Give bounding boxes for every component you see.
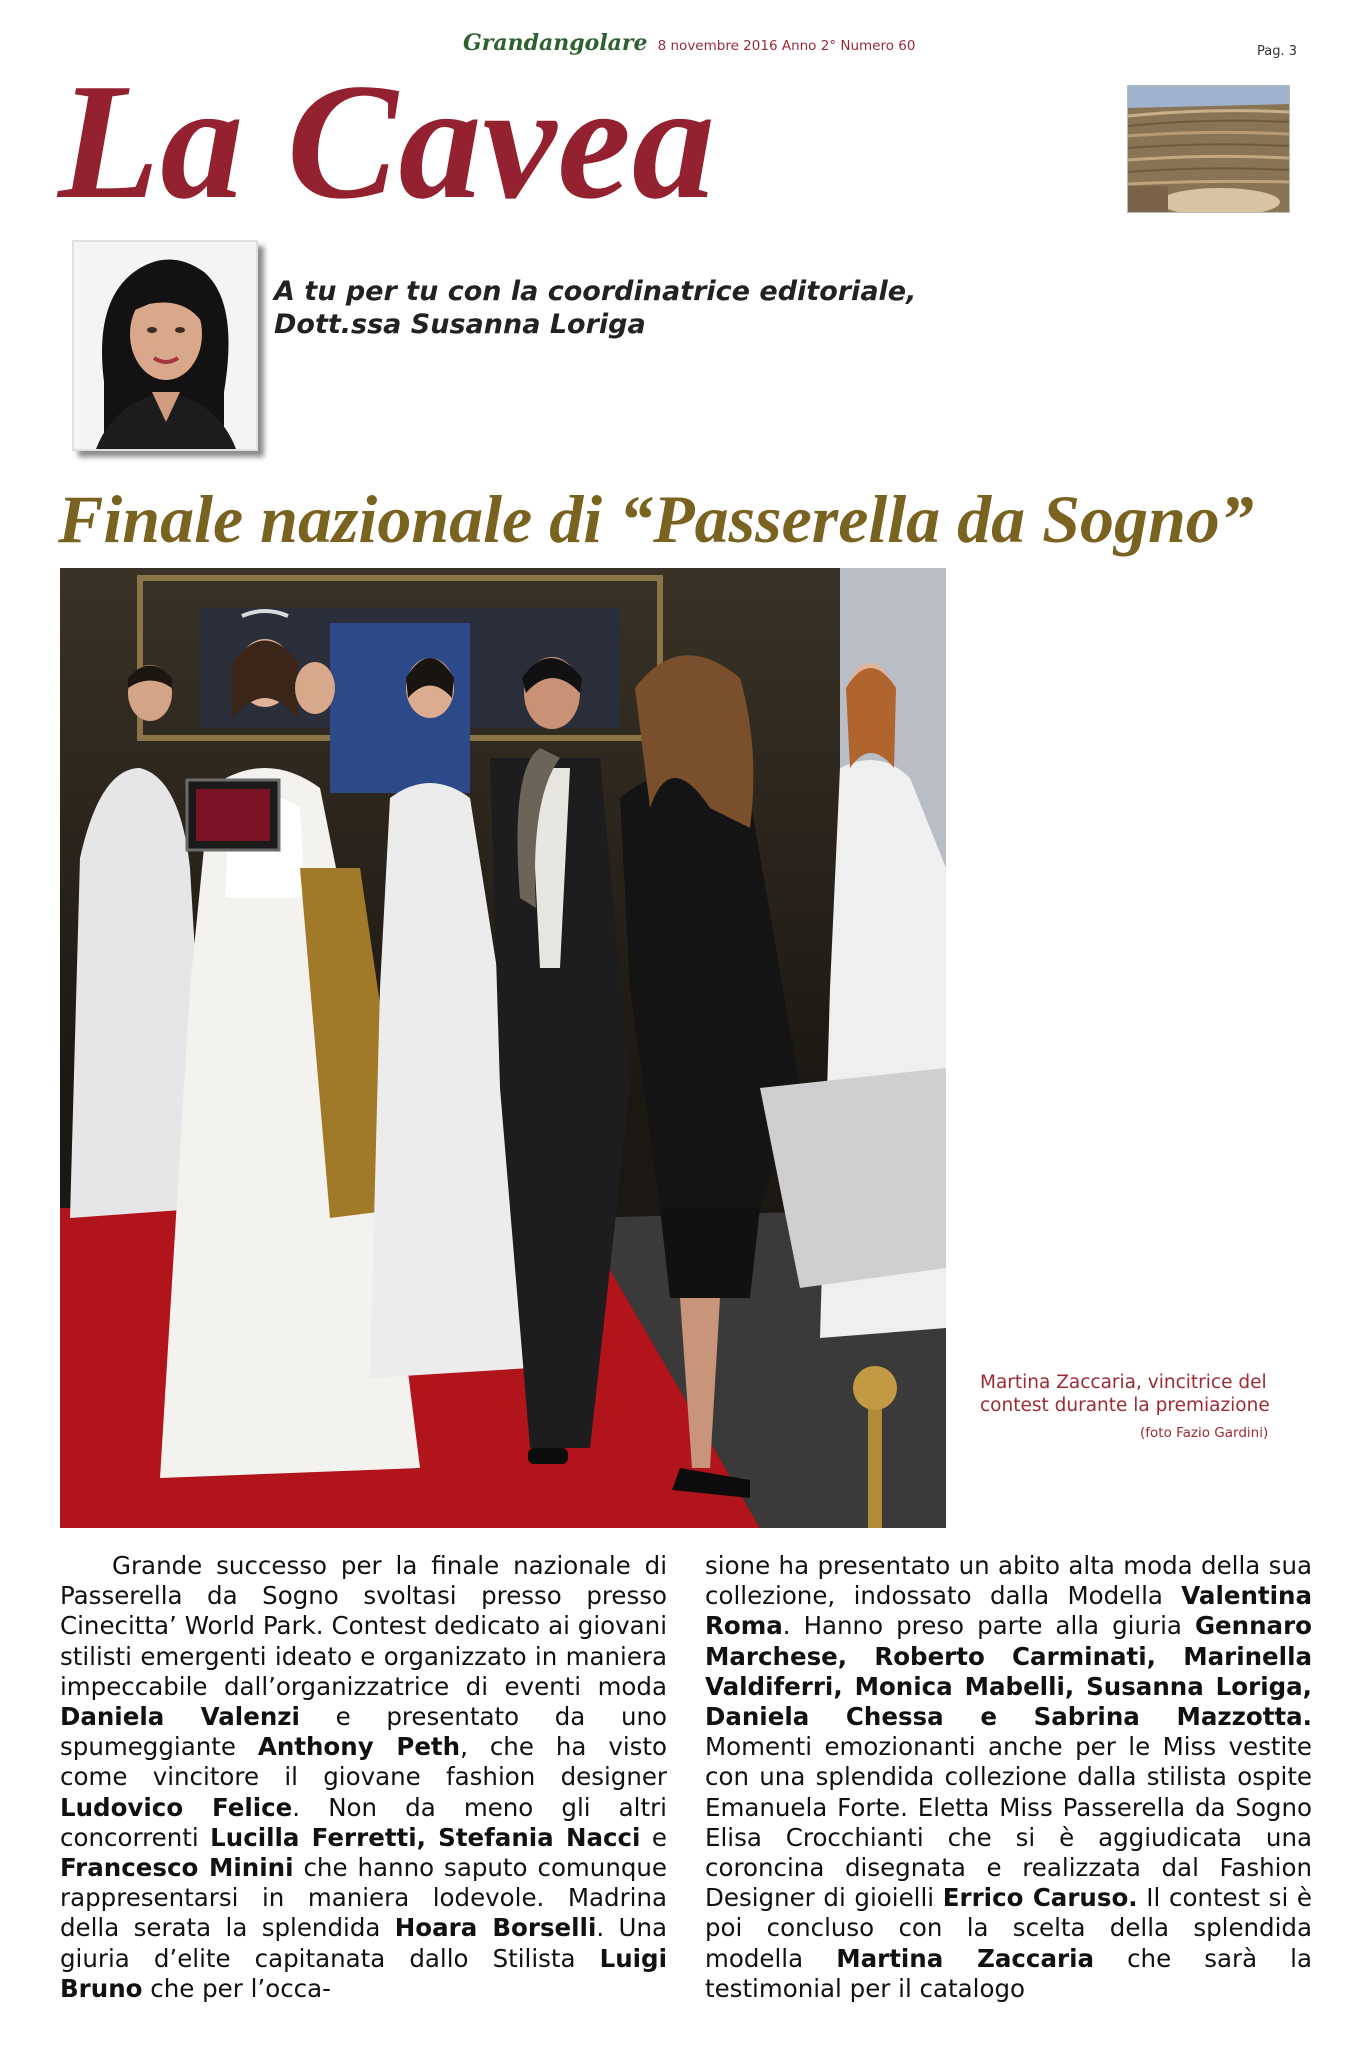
bold-name-run: Hoara Borselli — [394, 1913, 597, 1943]
text-run: Il contest si è poi concluso con la scelta della splendida modella — [705, 1883, 1312, 1973]
text-run: che per l’occa- — [142, 1973, 331, 2003]
column-1-paragraph — [60, 1551, 667, 2004]
text-run: che hanno saputo comunque rappresentarsi in maniera lodevole. Madrina della serata la splendida — [60, 1853, 668, 1943]
text-run: che sarà la testimonial per il catalogo — [705, 1943, 1313, 2003]
text-run: Grande successo per la finale nazionale di Passerella da Sogno svoltasi presso presso Cinecitta’ World Park. Contest dedicato ai giovani stilisti emergenti ideato e organizzato in maniera impeccabile dall’organizzatrice di eventi moda — [60, 1551, 667, 1701]
award-ceremony-photo — [60, 568, 946, 1528]
interview-line-1: A tu per tu con la coordinatrice editoriale, — [274, 276, 917, 307]
bold-name-run: Luigi Bruno — [60, 1943, 667, 2003]
bold-name-run: Daniela Valenzi — [60, 1702, 300, 1732]
bold-name-run: Martina Zaccaria — [836, 1943, 1094, 1973]
amphitheatre-photo — [1127, 85, 1290, 213]
article-column-1 — [60, 1551, 667, 2004]
issue-date-line: 8 novembre 2016 Anno 2° Numero 60 — [657, 38, 916, 54]
bold-name-run: Errico Caruso. — [942, 1883, 1138, 1913]
text-run: Momenti emozionanti anche per le Miss vestite con una splendida collezione dalla stilista ospite Emanuela Forte. Eletta Miss Passerella da Sogno Elisa Crocchianti che si è aggiudicata una coroncina disegnata e realizzata dal Fashion Designer di gioielli — [705, 1732, 1312, 1913]
bold-name-run: Valentina Roma — [705, 1581, 1312, 1641]
bold-name-run: Anthony Peth — [257, 1732, 461, 1762]
bold-name-run: Francesco Minini — [60, 1853, 294, 1883]
text-run: e — [640, 1822, 667, 1852]
text-run: . Hanno preso parte alla giuria — [782, 1611, 1195, 1641]
bold-name-run: Ludovico Felice — [60, 1792, 293, 1822]
bold-name-run: Gennaro Marchese, Roberto Carminati, Marinella Valdiferri, Monica Mabelli, Susanna Loriga, Daniela Chessa e Sabrina Mazzotta. — [705, 1611, 1312, 1732]
portrait-photo — [72, 240, 258, 451]
publication-name: Grandangolare — [463, 30, 648, 56]
text-run: sione ha presentato un abito alta moda della sua collezione, indossato dalla Modella — [705, 1551, 1312, 1611]
masthead-title: La Cavea — [58, 49, 716, 233]
article-headline: Finale nazionale di “Passerella da Sogno” — [58, 481, 1254, 557]
caption-line-1: Martina Zaccaria, vincitrice del — [980, 1372, 1267, 1393]
photo-credit: (foto Fazio Gardini) — [1140, 1425, 1269, 1441]
interview-line-2: Dott.ssa Susanna Loriga — [274, 309, 646, 340]
interview-heading — [274, 275, 994, 341]
column-2-paragraph — [705, 1551, 1312, 2004]
bold-name-run: Lucilla Ferretti, Stefania Nacci — [210, 1822, 641, 1852]
page-number: Pag. 3 — [1257, 44, 1298, 59]
text-run: , che ha visto come vincitore il giovane fashion designer — [60, 1732, 668, 1792]
caption-line-2: contest durante la premiazione — [980, 1395, 1270, 1416]
article-column-2 — [705, 1551, 1312, 2004]
text-run: . Non da meno gli altri concorrenti — [60, 1792, 667, 1852]
text-run: . Una giuria d’elite capitanata dallo Stilista — [60, 1913, 667, 1973]
photo-caption — [980, 1371, 1310, 1417]
text-run: e presentato da uno spumeggiante — [60, 1702, 668, 1762]
